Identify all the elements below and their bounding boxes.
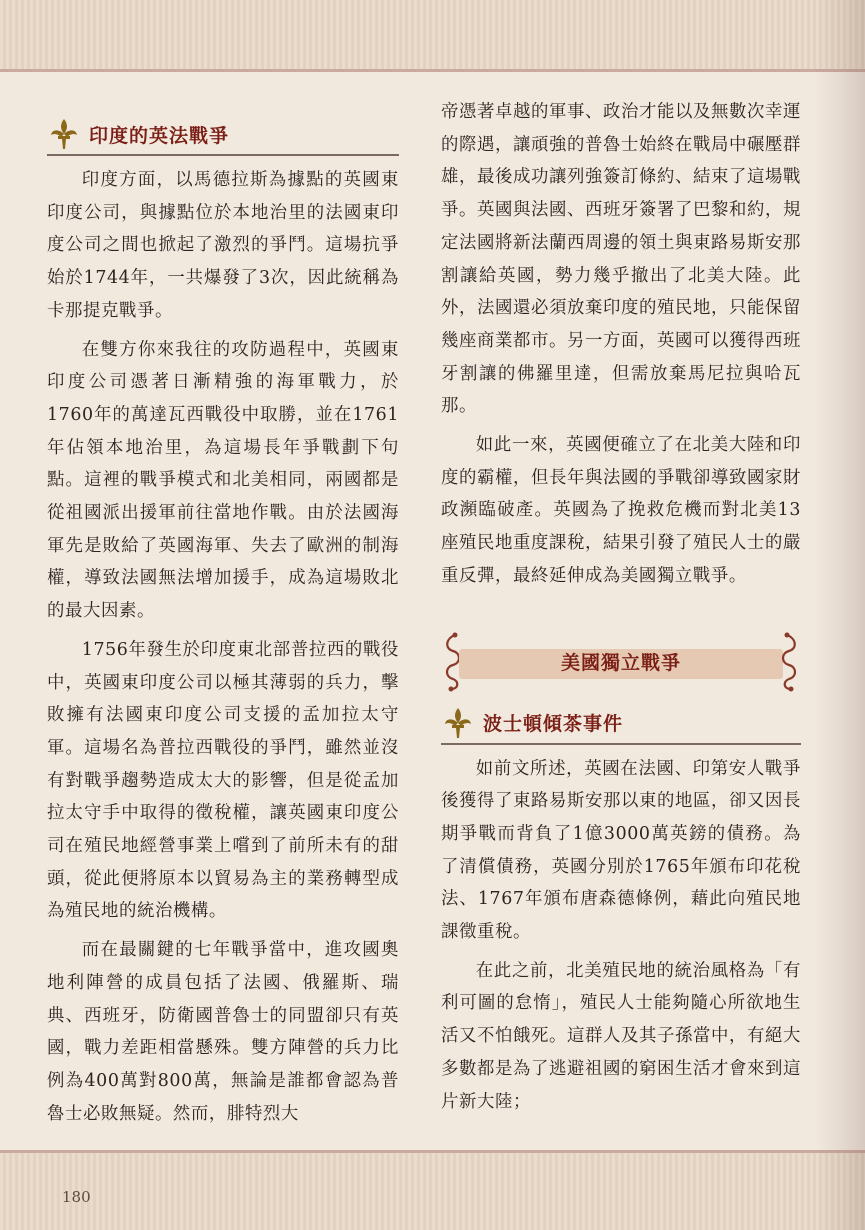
heading-text: 波士頓傾茶事件 [483, 713, 624, 736]
section-heading-india [47, 114, 399, 156]
paragraph: 在雙方你來我往的攻防過程中，英國東印度公司憑著日漸精強的海軍戰力，於1760年的萬達瓦西戰役中取勝，並在1761年佔領本地治里，為這場長年爭戰劃下句點。這裡的戰爭模式和北美相同，兩國都是從祖國派出援軍前往當地作戰。由於法國海軍先是敗給了英國海軍、失去了歐洲的制海權，導致法國無法增加援手，成為這場敗北的最大因素。 [47, 339, 399, 622]
top-decorative-band [0, 0, 865, 72]
page-curl-shadow [815, 0, 865, 1230]
paragraph: 印度方面，以馬德拉斯為據點的英國東印度公司，與據點位於本地治里的法國東印度公司之間也掀起了激烈的爭鬥。這場抗爭始於1744年，一共爆發了3次，因此統稱為卡那提克戰爭。 [47, 170, 399, 321]
paragraph: 如前文所述，英國在法國、印第安人戰爭後獲得了東路易斯安那以東的地區，卻又因長期爭戰而背負了1億3000萬英鎊的債務。為了清償債務，英國分別於1765年頒布印花稅法、1767年頒布唐森德條例，藉此向殖民地課徵重稅。 [441, 758, 801, 943]
page-number: 180 [62, 1188, 91, 1206]
heading-text: 印度的英法戰爭 [89, 124, 230, 147]
left-column [47, 96, 399, 1130]
right-column [441, 96, 801, 1118]
paragraph: 1756年發生於印度東北部普拉西的戰役中，英國東印度公司以極其薄弱的兵力，擊敗擁有法國東印度公司支援的孟加拉太守軍。這場名為普拉西戰役的爭鬥，雖然並沒有對戰爭趨勢造成太大的影響，但是從孟加拉太守手中取得的徵稅權，讓英國東印度公司在殖民地經營事業上嚐到了前所未有的甜頭，從此便將原本以貿易為主的業務轉型成為殖民地的統治機構。 [47, 639, 399, 922]
paragraph: 在此之前，北美殖民地的統治風格為「有利可圖的怠惰」，殖民人士能夠隨心所欲地生活又不怕餓死。這群人及其子孫當中，有絕大多數都是為了逃避祖國的窮困生活才會來到這片新大陸； [441, 960, 801, 1112]
paragraph: 而在最關鍵的七年戰爭當中，進攻國奧地利陣營的成員包括了法國、俄羅斯、瑞典、西班牙，防衛國普魯士的同盟卻只有英國，戰力差距相當懸殊。雙方陣營的兵力比例為400萬對800萬，無論是誰都會認為普魯士必敗無疑。然而，腓特烈大 [47, 940, 399, 1124]
section-title: 美國獨立戰爭 [560, 652, 681, 675]
paragraph: 如此一來，英國便確立了在北美大陸和印度的霸權，但長年與法國的爭戰卻導致國家財政瀕臨破產。英國為了挽救危機而對北美13座殖民地重度課稅，結果引發了殖民人士的嚴重反彈，最終延伸成為美國獨立戰爭。 [441, 435, 801, 586]
fleur-de-lis-icon [47, 117, 81, 151]
paragraph-continued: 帝憑著卓越的軍事、政治才能以及無數次幸運的際遇，讓頑強的普魯士始終在戰局中碾壓群雄，最後成功讓列強簽訂條約、結束了這場戰爭。英國與法國、西班牙簽署了巴黎和約，規定法國將新法蘭西周邊的領土與東路易斯安那割讓給英國，勢力幾乎撤出了北美大陸。此外，法國還必須放棄印度的殖民地，只能保留幾座商業都市。另一方面，英國可以獲得西班牙割讓的佛羅里達，但需放棄馬尼拉與哈瓦那。 [441, 102, 801, 417]
fleur-de-lis-icon [441, 706, 475, 740]
scroll-ornament-icon [777, 631, 801, 693]
section-heading-boston [441, 703, 801, 745]
section-banner [441, 631, 801, 693]
bottom-decorative-band [0, 1150, 865, 1230]
